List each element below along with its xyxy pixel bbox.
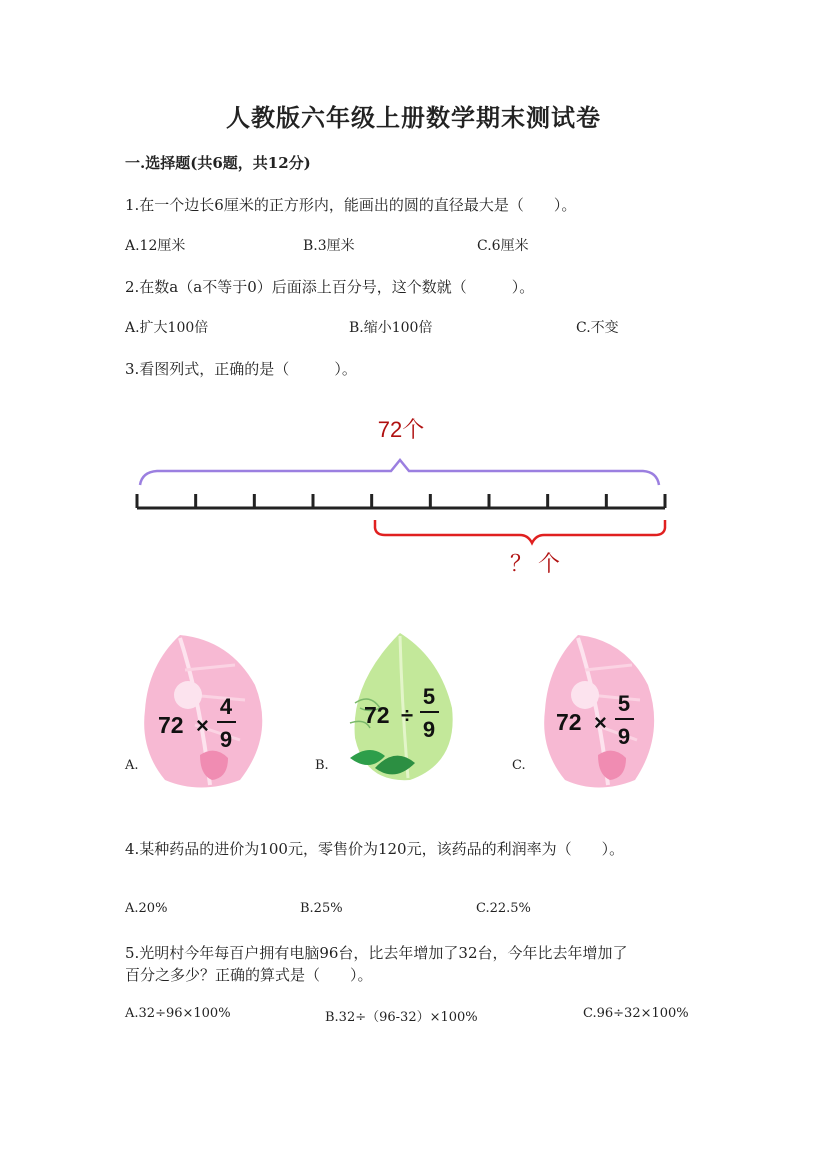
q3-option-a-label[interactable]: A.: [125, 758, 139, 773]
q3-option-c-leaf[interactable]: [540, 630, 665, 790]
question-3: 3.看图列式，正确的是（ ）。: [125, 360, 357, 378]
q4-option-a[interactable]: A.20%: [125, 901, 168, 916]
expr-c-den: 9: [617, 724, 631, 749]
diagram-bottom-label: ？ 个: [509, 551, 561, 576]
q1-option-b[interactable]: B.3厘米: [303, 238, 355, 254]
tick-marks: [137, 494, 665, 508]
q3-option-c-label[interactable]: C.: [512, 758, 526, 773]
question-5-line-1: 5.光明村今年每百户拥有电脑96台，比去年增加了32台，今年比去年增加了: [125, 944, 628, 962]
page-title: 人教版六年级上册数学期末测试卷: [226, 103, 601, 132]
question-4: 4.某种药品的进价为100元，零售价为120元，该药品的利润率为（ ）。: [125, 840, 625, 858]
question-2: 2.在数a（a不等于0）后面添上百分号，这个数就（ ）。: [125, 278, 535, 296]
section-heading: 一.选择题(共6题，共12分): [125, 154, 311, 172]
q3-option-b-leaf[interactable]: [340, 628, 465, 788]
expr-b-den: 9: [422, 717, 436, 742]
expr-c-op: ×: [594, 710, 607, 735]
expr-b-num: 5: [422, 684, 436, 709]
question-5-line-2: 百分之多少？正确的算式是（ ）。: [125, 966, 373, 984]
q2-option-b[interactable]: B.缩小100倍: [349, 320, 433, 336]
diagram-top-label: 72个: [377, 417, 425, 442]
q1-option-c[interactable]: C.6厘米: [477, 238, 529, 254]
q5-option-a[interactable]: A.32÷96×100%: [125, 1006, 231, 1021]
top-brace: [140, 460, 659, 485]
expr-b-whole: 72: [364, 702, 390, 728]
q4-option-b[interactable]: B.25%: [300, 901, 343, 916]
q5-option-b[interactable]: B.32÷（96-32）×100%: [325, 1010, 478, 1025]
q4-option-c[interactable]: C.22.5%: [476, 901, 531, 916]
segment-diagram: [125, 410, 685, 585]
expr-b-op: ÷: [401, 703, 414, 728]
expr-a-num: 4: [219, 694, 233, 719]
bottom-brace: [375, 520, 665, 543]
expr-a-op: ×: [196, 713, 209, 738]
q5-option-c[interactable]: C.96÷32×100%: [583, 1006, 689, 1021]
q2-option-c[interactable]: C.不变: [576, 320, 619, 336]
q1-option-a[interactable]: A.12厘米: [125, 238, 186, 254]
expr-a-den: 9: [219, 727, 233, 752]
expr-c-num: 5: [617, 691, 631, 716]
q2-option-a[interactable]: A.扩大100倍: [125, 320, 209, 336]
question-1: 1.在一个边长6厘米的正方形内，能画出的圆的直径最大是（ ）。: [125, 196, 577, 214]
expr-c-whole: 72: [556, 709, 582, 735]
q3-option-b-label[interactable]: B.: [315, 758, 329, 773]
expr-a-whole: 72: [158, 712, 184, 738]
q3-option-a-leaf[interactable]: [140, 630, 275, 790]
